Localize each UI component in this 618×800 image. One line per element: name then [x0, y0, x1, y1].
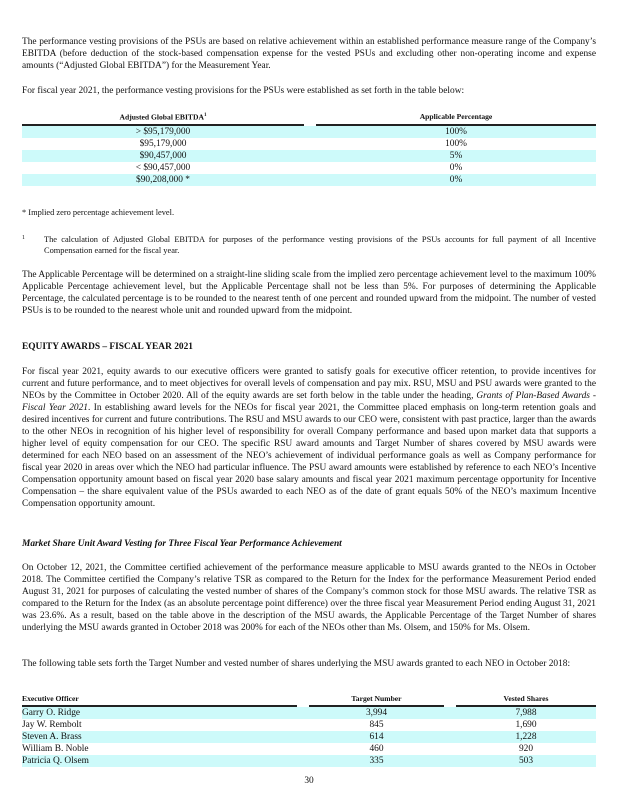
spacer: [304, 126, 316, 138]
officer-name-cell: Steven A. Brass: [22, 731, 297, 743]
officer-name-cell: Patricia Q. Olsem: [22, 755, 297, 767]
footnote-1: [22, 234, 596, 256]
spacer: [297, 731, 309, 743]
vested-shares-cell: 1,228: [456, 731, 596, 743]
footnote-text: The calculation of Adjusted Global EBITDA for purposes of the performance vesting provisions of the PSUs accounts for full payment of all Incentive Compensation earned for the fiscal year.: [44, 235, 596, 255]
table-row: [22, 138, 596, 150]
subheading-msu-vesting: Market Share Unit Award Vesting for Three Fiscal Year Performance Achievement: [22, 539, 342, 549]
text: The Applicable Percentage will be determined on a straight-line sliding scale from the implied zero percentage achievement level to the maximum 100% Applicable Percentage achievement level, but the Applicable Percentage shall not be less than 5%. For purposes of determining the Applicable Percentage, the calculated percentage is to be rounded to the nearest tenth of one percent and rounded upward from the midpoint. The number of vested PSUs is to be rounded to the nearest whole unit and rounded upward from the midpoint.: [22, 270, 596, 316]
header-text: Adjusted Global EBITDA: [119, 112, 204, 122]
spacer: [304, 111, 316, 126]
target-number-cell: 614: [309, 731, 444, 743]
table-row: [22, 162, 596, 174]
spacer: [444, 719, 456, 731]
text: The performance vesting provisions of the PSUs are based on relative achievement within an established performance measure range of the Company’s EBITDA (before deduction of the stock-based compensation expense for the vested PSUs and excluding other non-operating income and expense amounts (“Adjusted Global EBITDA”) for the Measurement Year.: [22, 37, 596, 71]
spacer: [297, 707, 309, 719]
spacer: [444, 743, 456, 755]
paragraph-applicable-percentage: [22, 269, 596, 317]
paragraph-equity-awards: [22, 366, 596, 510]
text: The following table sets forth the Target Number and vested number of shares underlying the MSU awards granted to each NEO in October 2018:: [22, 659, 571, 669]
ebitda-cell: $95,179,000: [139, 138, 187, 149]
spacer: [297, 755, 309, 767]
spacer: [304, 150, 316, 162]
table-row: [22, 719, 596, 731]
percentage-cell: 0%: [316, 174, 596, 186]
officer-name-cell: William B. Noble: [22, 744, 89, 754]
text: For fiscal year 2021, equity awards to our executive officers were granted to satisfy goals for executive officer retention, to provide incentives for current and future performance, and to meet objectives for overall levels of compensation and pay mix. RSU, MSU and PSU awards were granted to the NEOs by the Committee in October 2020. All of the equity awards are set forth below in the table under the heading,: [22, 367, 596, 401]
table-reference: Grants of Plan-Based Awards - Fiscal Year 2021: [22, 391, 596, 413]
target-number-cell: 845: [369, 720, 384, 730]
header-vested-shares: Vested Shares: [456, 694, 596, 707]
text: On October 12, 2021, the Committee certified achievement of the performance measure applicable to MSU awards granted to the NEOs in October 2018. The Committee certified the Company’s relative TSR as compared to the Return for the Index for the performance Measurement Period ended August 31, 2021 for purposes of calculating the vested number of shares of the Company’s common stock for those MSU awards. The relative TSR as compared to the Return for the Index (as an absolute percentage point difference) over the three fiscal year Measurement Period ending August 31, 2021 was 23.6%. As a result, based on the table above in the description of the MSU awards, the Applicable Percentage of the Target Number of shares underlying the MSU awards granted in October 2018 was 200% for each of the NEOs other than Ms. Olsem, and 150% for Ms. Olsem.: [22, 563, 596, 633]
footnote-mark: 1: [22, 235, 25, 241]
paragraph-msu-certification: [22, 562, 596, 634]
header-target-number: Target Number: [309, 694, 444, 707]
table-row: [22, 174, 596, 186]
ebitda-cell: < $90,457,000: [135, 162, 191, 173]
officer-name-cell: Jay W. Rembolt: [22, 720, 82, 730]
percentage-cell: 100%: [445, 138, 467, 149]
paragraph-psu-vesting: [22, 36, 596, 72]
spacer: [444, 694, 456, 707]
msu-vesting-table: [22, 694, 596, 767]
spacer: [297, 719, 309, 731]
table-row: [22, 707, 596, 719]
paragraph-msu-table-intro: [22, 658, 596, 670]
spacer: [444, 707, 456, 719]
paragraph-fy2021-intro: [22, 85, 596, 97]
table-row: [22, 126, 596, 138]
page-number: 30: [304, 776, 314, 786]
target-number-cell: 460: [369, 744, 384, 754]
header-executive-officer: Executive Officer: [22, 694, 297, 707]
table-note: * Implied zero percentage achievement level.: [22, 208, 175, 217]
spacer: [304, 162, 316, 174]
vested-shares-cell: 7,988: [456, 707, 596, 719]
ebitda-cell: > $95,179,000: [22, 126, 304, 138]
officer-name-cell: Garry O. Ridge: [22, 707, 297, 719]
ebitda-cell: $90,208,000 *: [22, 174, 304, 186]
spacer: [304, 138, 316, 150]
table-row: [22, 731, 596, 743]
table-row: [22, 743, 596, 755]
ebitda-cell: $90,457,000: [22, 150, 304, 162]
header-adjusted-ebitda: [22, 111, 304, 126]
spacer: [444, 755, 456, 767]
vested-shares-cell: 503: [456, 755, 596, 767]
spacer: [304, 174, 316, 186]
spacer: [297, 743, 309, 755]
target-number-cell: 335: [309, 755, 444, 767]
percentage-cell: 0%: [449, 162, 463, 173]
ebitda-table: [22, 111, 596, 186]
vested-shares-cell: 1,690: [515, 720, 537, 730]
header-applicable-percentage: Applicable Percentage: [316, 111, 596, 126]
spacer: [297, 694, 309, 707]
spacer: [444, 731, 456, 743]
footnote-ref: 1: [203, 113, 207, 118]
percentage-cell: 5%: [316, 150, 596, 162]
text: For fiscal year 2021, the performance vesting provisions for the PSUs were established as set forth in the table below:: [22, 86, 465, 96]
table-row: [22, 755, 596, 767]
vested-shares-cell: 920: [518, 744, 534, 754]
percentage-cell: 100%: [316, 126, 596, 138]
section-heading-equity-awards: EQUITY AWARDS – FISCAL YEAR 2021: [22, 342, 193, 352]
target-number-cell: 3,994: [309, 707, 444, 719]
text: . In establishing award levels for the NEOs for fiscal year 2021, the Committee placed emphasis on long-term retention goals and desired incentives for current and future contributions. The RSU and MSU awards to our CEO were, consistent with past practice, larger than the awards to the other NEOs in recognition of his higher level of responsibility for overall Company performance and based upon market data that supports a higher level of equity compensation for our CEO. The specific RSU award amounts and Target Number of shares covered by MSU awards were determined for each NEO based on an assessment of the NEO’s achievement of individual performance goals as well as Company performance for fiscal year 2020 in areas over which the NEO had particular influence. The PSU award amounts were established by reference to each NEO’s Incentive Compensation opportunity amount based on fiscal year 2020 base salary amounts and fiscal year 2021 maximum percentage opportunity for Incentive Compensation – the share equivalent value of the PSUs awarded to each NEO as of the date of grant equals 50% of the NEO’s maximum Incentive Compensation opportunity amount.: [22, 403, 596, 509]
table-row: [22, 150, 596, 162]
